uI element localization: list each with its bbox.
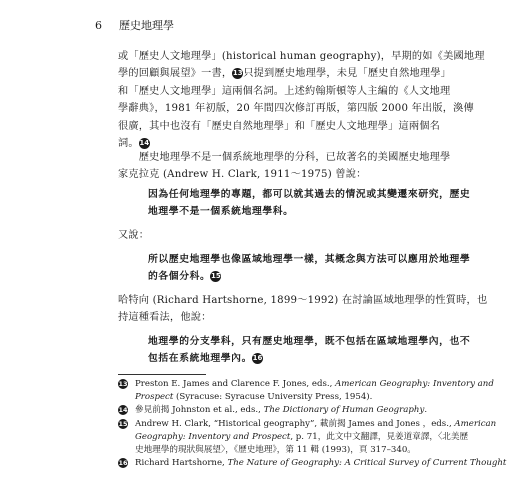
footnotes [118, 378, 507, 470]
note-marker-15[interactable]: 15 [211, 272, 221, 281]
footnote-divider [118, 374, 206, 375]
text-line: 詞。14 [118, 138, 150, 150]
text-line: 哈特向 (Richard Hartshorne, 1899～1992) 在討論區域地理學的性質時，也 [118, 295, 488, 306]
text-line: 很廣，其中也沒有「歷史自然地理學」和「歷史人文地理學」這兩個名 [118, 120, 441, 132]
page-number: 6 [95, 19, 102, 32]
footnote-13: 13 Preston E. James and Clarence F. Jones, eds., American Geography: Inventory and Prospect (Syracuse: Syracuse University Press, 1954). [118, 379, 494, 403]
footnote-number: 15 [118, 419, 128, 428]
book-title: 歷史地理學 [119, 19, 174, 32]
text-line: 持這種看法，他說： [118, 312, 212, 324]
footnote-14: 14 參見前揭 Johnston et al., eds., The Dictionary of Human Geography. [118, 405, 428, 416]
text-line: 歷史地理學不是一個系統地理學的分科，已故著名的美國歷史地理學 [118, 152, 451, 163]
footnote-number: 13 [118, 380, 128, 388]
note-marker-13[interactable]: 13 [232, 69, 243, 78]
paragraph-2 [118, 149, 451, 184]
quote-line: 的各個分科。15 [148, 271, 221, 283]
footnote-15: 15 Andrew H. Clark, “Historical geography”, 載前揭 James and Jones ，eds., American Geography: Inventory and Prospect, p. 71，此文中文翻譯，見姜道章譯，〈北美歷 史地理學的現狀與展望〉，《歷史地理》，第 11 輯 (1993)，頁 317–340。 [118, 418, 497, 456]
block-quote-3 [148, 333, 471, 368]
quote-line: 因為任何地理學的專題，都可以就其過去的情況或其變遷來研究，歷史 [148, 189, 471, 200]
running-head [95, 17, 174, 33]
text-line: 學辭典》，1981 年初版，20 年間四次修訂再版，第四版 2000 年出版，渙傳 [118, 103, 474, 115]
quote-line: 地理學的分支學科，只有歷史地理學，既不包括在區域地理學內，也不 [148, 336, 471, 347]
note-marker-16[interactable]: 16 [252, 354, 263, 363]
text-line: 家克拉克 (Andrew H. Clark, 1911～1975) 曾說： [118, 169, 367, 181]
quote-line: 地理學不是一個系統地理學科。 [148, 206, 294, 218]
text-line: 和「歷史人文地理學」這兩個名詞。上述約翰斯頓等人主編的《人文地理 [118, 85, 451, 97]
text-line: 又說： [118, 230, 150, 241]
block-quote-2 [148, 251, 471, 286]
block-quote-1 [148, 186, 471, 221]
paragraph-1 [118, 48, 485, 152]
footnote-number: 14 [118, 406, 128, 415]
paragraph-4 [118, 292, 488, 327]
note-marker-14[interactable]: 14 [139, 139, 150, 148]
footnote-16: 16 Richard Hartshorne, The Nature of Geography: A Critical Survey of Current Thought [118, 458, 507, 469]
text-line: 或「歷史人文地理學」(historical human geography)，早期的如《美國地理 [118, 51, 485, 62]
text-line: 學的回顧與展望》一書，13只提到歷史地理學，未見「歷史自然地理學」 [118, 68, 452, 80]
paragraph-3 [118, 227, 408, 244]
footnote-number: 16 [118, 459, 128, 468]
quote-line: 包括在系統地理學內。16 [148, 353, 263, 365]
quote-line: 所以歷史地理學也像區域地理學一樣，其概念與方法可以應用於地理學 [148, 254, 471, 265]
